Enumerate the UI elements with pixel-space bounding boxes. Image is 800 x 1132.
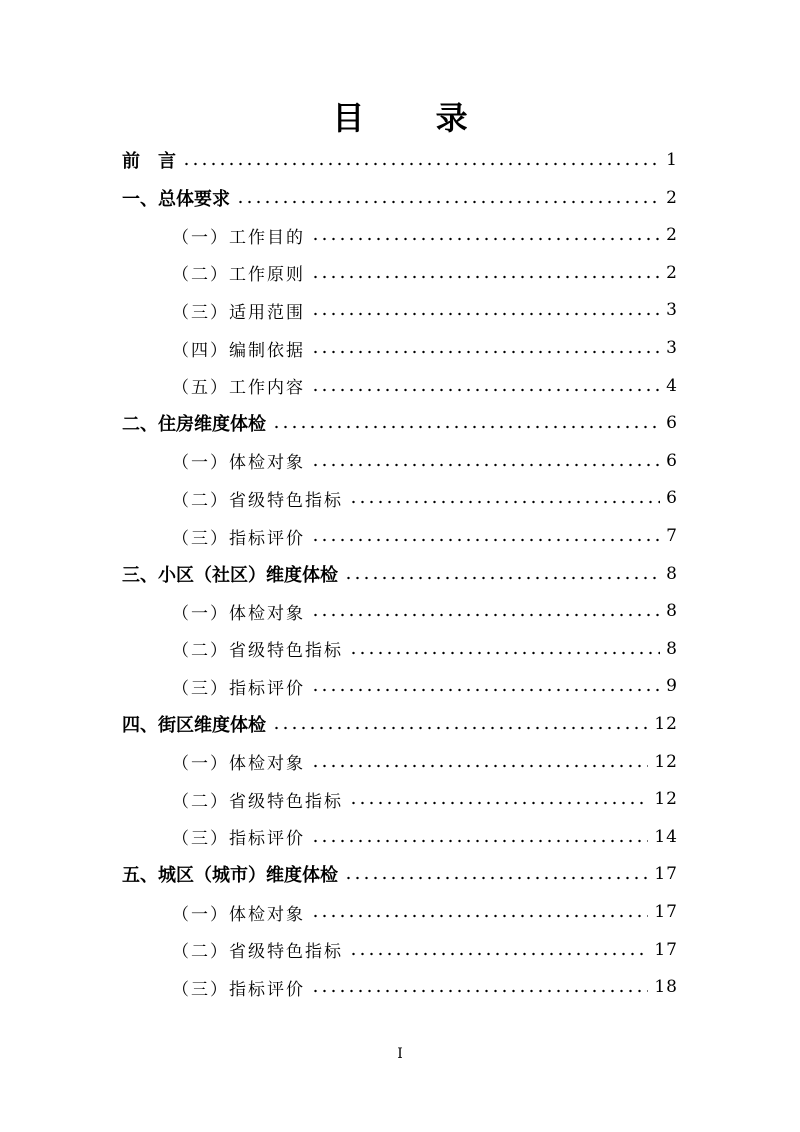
toc-entry[interactable]	[172, 517, 678, 555]
toc-entry-title: 五、城区（城市）维度体检	[122, 865, 338, 887]
toc-entry-page-number: 12	[654, 714, 678, 734]
toc-entry-title: （五）工作内容	[172, 378, 305, 399]
toc-entry-title: （一）体检对象	[172, 754, 305, 775]
toc-entry-title: 四、街区维度体检	[122, 715, 266, 736]
toc-entry-page-number: 2	[666, 187, 678, 208]
toc-entry-title: （一）工作目的	[172, 227, 305, 248]
toc-entry-page-number: 2	[666, 262, 678, 283]
toc-entry-title: （二）省级特色指标	[172, 942, 343, 963]
toc-entry-page-number: 4	[666, 375, 678, 396]
toc-entry[interactable]	[172, 592, 678, 630]
toc-entry[interactable]	[172, 367, 678, 405]
toc-dot-leader	[311, 762, 648, 770]
toc-dot-leader	[349, 649, 660, 657]
toc-dot-leader	[344, 874, 648, 882]
toc-dot-leader	[272, 724, 648, 732]
toc-entry[interactable]	[172, 667, 678, 705]
page-footer-number: I	[397, 1046, 403, 1062]
toc-entry-title: （四）编制依据	[172, 340, 305, 361]
toc-entry-page-number: 6	[666, 413, 678, 434]
toc-entry[interactable]	[172, 893, 678, 931]
toc-entry[interactable]	[172, 968, 678, 1006]
toc-entry[interactable]	[122, 555, 678, 593]
toc-entry-page-number: 9	[666, 676, 678, 697]
toc-entry-page-number: 6	[666, 488, 678, 509]
toc-entry[interactable]	[172, 630, 678, 668]
toc-title: 目 录	[332, 99, 498, 137]
toc-dot-leader	[311, 987, 648, 995]
toc-entry-page-number: 12	[654, 751, 678, 772]
toc-entry-title: （二）省级特色指标	[172, 791, 343, 812]
toc-entry-title: 前 言	[122, 151, 176, 172]
toc-entry-title: （一）体检对象	[172, 904, 305, 925]
toc-entry-page-number: 1	[666, 150, 678, 170]
toc-dot-leader	[311, 348, 660, 356]
toc-entry[interactable]	[172, 780, 678, 818]
toc-entry[interactable]	[172, 818, 678, 856]
toc-entry-page-number: 14	[654, 826, 678, 847]
toc-entry-page-number: 8	[666, 638, 678, 659]
toc-entry[interactable]	[122, 179, 678, 217]
toc-entry[interactable]	[122, 705, 678, 743]
toc-entry-title: 二、住房维度体检	[122, 414, 266, 436]
toc-entry[interactable]	[172, 479, 678, 517]
toc-dot-leader	[311, 461, 660, 469]
toc-entry[interactable]	[172, 931, 678, 969]
toc-dot-leader	[311, 273, 660, 281]
toc-dot-leader	[311, 235, 660, 243]
toc-entry-title: （二）省级特色指标	[172, 490, 343, 511]
toc-entry-page-number: 17	[654, 902, 678, 922]
toc-entry-page-number: 3	[666, 338, 678, 358]
toc-entry[interactable]	[172, 743, 678, 781]
toc-entry-page-number: 2	[666, 225, 678, 246]
toc-entry-page-number: 18	[654, 977, 678, 998]
toc-dot-leader	[344, 574, 660, 582]
toc-dot-leader	[349, 950, 648, 958]
toc-dot-leader	[311, 686, 660, 694]
toc-entry-page-number: 8	[666, 563, 678, 584]
toc-entry-title: （三）指标评价	[172, 829, 305, 850]
toc-dot-leader	[349, 498, 660, 506]
toc-entry[interactable]	[122, 404, 678, 442]
toc-entry-page-number: 17	[654, 939, 678, 960]
toc-entry-title: 一、总体要求	[122, 188, 230, 210]
toc-entry-page-number: 8	[666, 601, 678, 622]
toc-entry-page-number: 3	[666, 300, 678, 321]
toc-dot-leader	[311, 837, 648, 845]
toc-entry-title: （三）指标评价	[172, 979, 305, 1000]
toc-entry-page-number: 12	[654, 789, 678, 810]
toc-entry-title: （三）适用范围	[172, 302, 305, 323]
toc-entry[interactable]	[172, 329, 678, 367]
toc-entry-page-number: 7	[666, 526, 678, 546]
toc-entry-title: （一）体检对象	[172, 603, 305, 624]
toc-dot-leader	[272, 423, 660, 431]
toc-dot-leader	[182, 160, 660, 168]
toc-entry-title: （三）指标评价	[172, 678, 305, 699]
toc-entry[interactable]	[172, 216, 678, 254]
toc-entry[interactable]	[172, 291, 678, 329]
toc-entry-title: （二）工作原则	[172, 265, 305, 286]
toc-entry[interactable]	[122, 855, 678, 893]
toc-dot-leader	[311, 310, 660, 318]
toc-dot-leader	[311, 611, 660, 619]
toc-entry[interactable]	[122, 141, 678, 179]
toc-dot-leader	[236, 198, 660, 206]
toc-entry-title: （一）体检对象	[172, 453, 305, 474]
toc-entry[interactable]	[172, 254, 678, 292]
toc-dot-leader	[311, 386, 660, 394]
toc-entry-title: （三）指标评价	[172, 528, 305, 549]
toc-entry-title: 三、小区（社区）维度体检	[122, 564, 338, 586]
toc-entry-page-number: 6	[666, 450, 678, 471]
toc-entry[interactable]	[172, 442, 678, 480]
toc-entry-page-number: 17	[654, 864, 678, 885]
toc-dot-leader	[311, 912, 648, 920]
toc-dot-leader	[349, 799, 648, 807]
toc-dot-leader	[311, 536, 660, 544]
toc-entry-title: （二）省级特色指标	[172, 641, 343, 662]
